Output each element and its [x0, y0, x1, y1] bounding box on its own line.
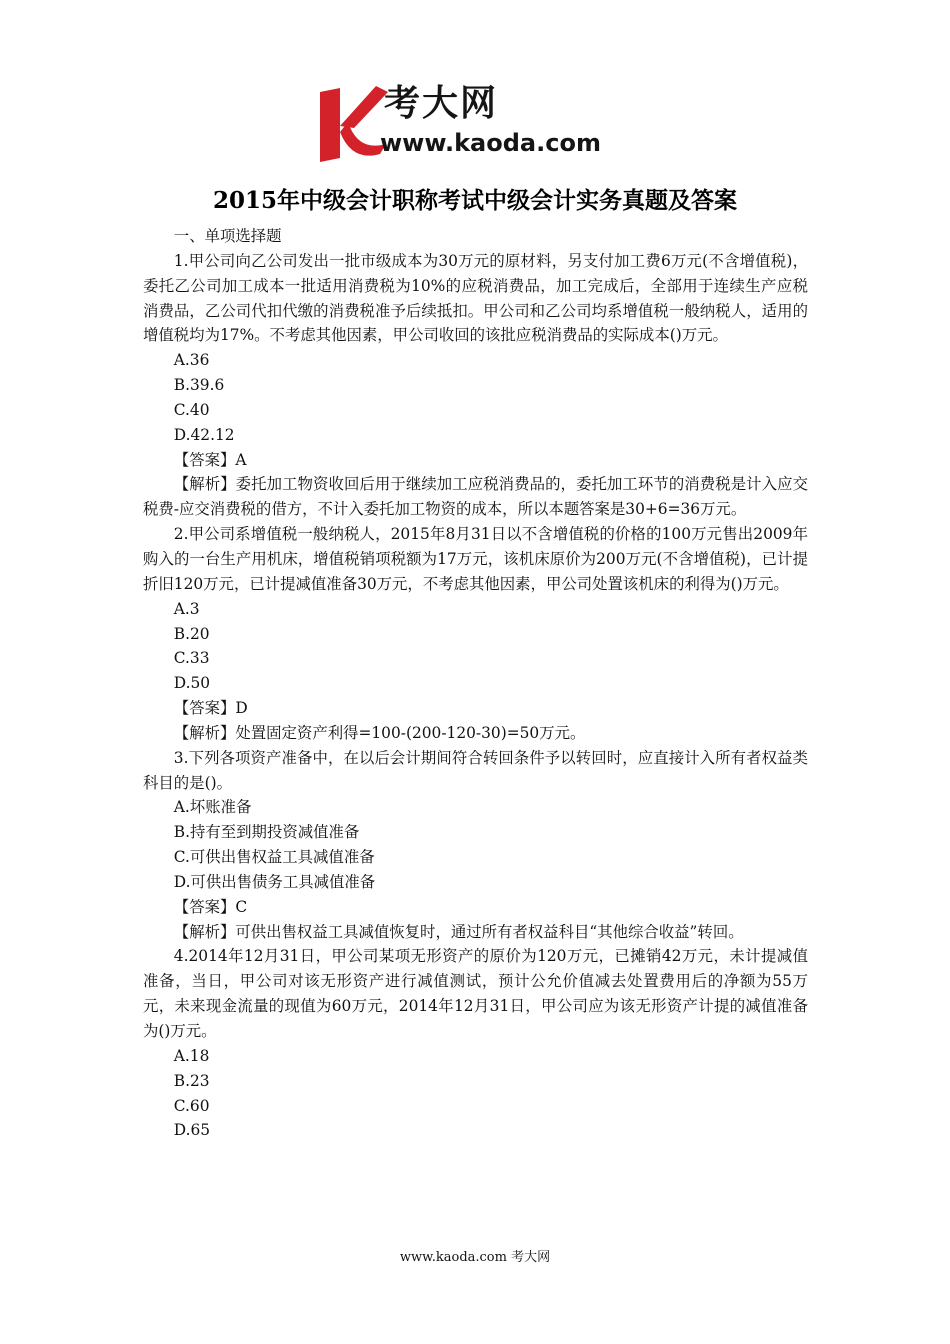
analysis: 【解析】可供出售权益工具减值恢复时，通过所有者权益科目“其他综合收益”转回。 — [173, 922, 744, 941]
logo-url: www.kaoda.com — [380, 129, 601, 157]
page-footer: www.kaoda.com 考大网 — [399, 1250, 551, 1265]
answer: 【答案】A — [173, 450, 247, 469]
option: C.33 — [173, 649, 210, 668]
option: A.18 — [173, 1046, 210, 1065]
question-stem: 3.下列各项资产准备中，在以后会计期间符合转回条件予以转回时，应直接计入所有者权益类科目的是()。 — [143, 748, 808, 792]
option: B.20 — [173, 624, 210, 643]
page-title: 2015年中级会计职称考试中级会计实务真题及答案 — [212, 187, 737, 214]
analysis: 【解析】委托加工物资收回后用于继续加工应税消费品的，委托加工环节的消费税是计入应交税费-应交消费税的借方，不计入委托加工物资的成本，所以本题答案是30+6=36万元。 — [143, 475, 808, 519]
option: D.42.12 — [173, 425, 235, 444]
option: A.坏账准备 — [173, 798, 252, 817]
answer: 【答案】C — [173, 897, 248, 916]
option: B.39.6 — [173, 376, 225, 395]
document-body — [143, 224, 808, 1143]
kaoda-logo — [318, 82, 638, 162]
answer: 【答案】D — [173, 699, 248, 718]
k-logo-icon — [318, 82, 388, 162]
option: A.36 — [173, 351, 210, 370]
option: D.50 — [173, 674, 211, 693]
logo-brand-name: 考大网 — [384, 83, 499, 124]
question-stem: 4.2014年12月31日，甲公司某项无形资产的原价为120万元，已摊销42万元，未计提减值准备，当日，甲公司对该无形资产进行减值测试，预计公允价值减去处置费用后的净额为55万元，未来现金流量的现值为60万元，2014年12月31日，甲公司应为该无形资产计提的减值准备为()万元。 — [143, 947, 808, 1040]
option: A.3 — [173, 599, 200, 618]
analysis: 【解析】处置固定资产利得=100-(200-120-30)=50万元。 — [173, 723, 586, 742]
option: D.可供出售债务工具减值准备 — [173, 872, 376, 891]
question-stem: 1.甲公司向乙公司发出一批市级成本为30万元的原材料，另支付加工费6万元(不含增值税)，委托乙公司加工成本一批适用消费税为10%的应税消费品，加工完成后，全部用于连续生产应税消费品，乙公司代扣代缴的消费税准予后续抵扣。甲公司和乙公司均系增值税一般纳税人，适用的增值税均为17%。不考虑其他因素，甲公司收回的该批应税消费品的实际成本()万元。 — [143, 251, 808, 345]
option: C.可供出售权益工具减值准备 — [173, 848, 375, 867]
option: B.23 — [173, 1071, 210, 1090]
option: C.60 — [173, 1096, 210, 1115]
option: B.持有至到期投资减值准备 — [173, 823, 360, 842]
question-stem: 2.甲公司系增值税一般纳税人，2015年8月31日以不含增值税的价格的100万元售出2009年购入的一台生产用机床，增值税销项税额为17万元，该机床原价为200万元(不含增值税)，已计提折旧120万元，已计提减值准备30万元，不考虑其他因素，甲公司处置该机床的利得为()万元。 — [143, 525, 808, 593]
option: D.65 — [173, 1121, 211, 1140]
option: C.40 — [173, 400, 210, 419]
section-heading: 一、单项选择题 — [173, 227, 282, 245]
